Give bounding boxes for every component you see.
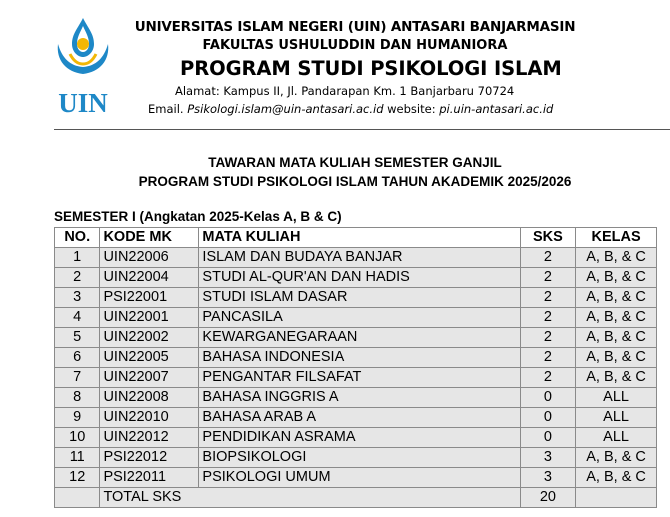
semester-heading: SEMESTER I (Angkatan 2025-Kelas A, B & C): [54, 209, 342, 224]
faculty-name: FAKULTAS USHULUDDIN DAN HUMANIORA: [202, 38, 508, 53]
cell-kelas: A, B, & C: [576, 248, 657, 268]
cell-mata-kuliah: STUDI ISLAM DASAR: [199, 288, 520, 308]
header-no: NO.: [55, 228, 100, 248]
cell-kode-mk: UIN22004: [100, 268, 199, 288]
cell-sks: 3: [520, 468, 576, 488]
logo-emblem-icon: [58, 18, 109, 74]
table-row: [55, 388, 657, 408]
university-name: UNIVERSITAS ISLAM NEGERI (UIN) ANTASARI BANJARMASIN: [134, 19, 576, 35]
cell-kelas: A, B, & C: [576, 468, 657, 488]
header-divider: [54, 129, 670, 130]
table-header-row: [55, 228, 657, 248]
cell-no: 11: [55, 448, 100, 468]
table-row: [55, 268, 657, 288]
total-row: [55, 488, 657, 508]
cell-kode-mk: UIN22008: [100, 388, 199, 408]
header-kelas: KELAS: [576, 228, 657, 248]
cell-sks: 0: [520, 428, 576, 448]
doc-subtitle: PROGRAM STUDI PSIKOLOGI ISLAM TAHUN AKADEMIK 2025/2026: [138, 174, 572, 189]
cell-sks: 3: [520, 448, 576, 468]
cell-kelas: A, B, & C: [576, 268, 657, 288]
total-sks: 20: [520, 488, 576, 508]
table-row: [55, 348, 657, 368]
cell-sks: 2: [520, 368, 576, 388]
cell-mata-kuliah: BAHASA INGGRIS A: [199, 388, 520, 408]
cell-sks: 2: [520, 348, 576, 368]
cell-mata-kuliah: PENGANTAR FILSAFAT: [199, 368, 520, 388]
email-link[interactable]: Psikologi.islam@uin-antasari.ac.id: [187, 102, 384, 116]
total-label: TOTAL SKS: [100, 488, 520, 508]
table-row: [55, 428, 657, 448]
cell-mata-kuliah: PSIKOLOGI UMUM: [199, 468, 520, 488]
website-label: website:: [387, 102, 436, 116]
cell-sks: 0: [520, 408, 576, 428]
cell-kode-mk: PSI22001: [100, 288, 199, 308]
cell-no: 3: [55, 288, 100, 308]
contact-line: [148, 102, 618, 116]
cell-mata-kuliah: PANCASILA: [199, 308, 520, 328]
cell-kode-mk: UIN22010: [100, 408, 199, 428]
cell-sks: 2: [520, 288, 576, 308]
cell-no: 7: [55, 368, 100, 388]
total-no-cell: [55, 488, 100, 508]
cell-kode-mk: UIN22002: [100, 328, 199, 348]
program-name: PROGRAM STUDI PSIKOLOGI ISLAM: [180, 57, 562, 80]
address-line: Alamat: Kampus II, Jl. Pandarapan Km. 1 Banjarbaru 70724: [175, 84, 515, 98]
website-link[interactable]: pi.uin-antasari.ac.id: [439, 102, 554, 116]
uin-logo: [48, 14, 118, 116]
cell-mata-kuliah: STUDI AL-QUR'AN DAN HADIS: [199, 268, 520, 288]
cell-kode-mk: UIN22006: [100, 248, 199, 268]
cell-sks: 2: [520, 268, 576, 288]
cell-no: 4: [55, 308, 100, 328]
cell-kelas: A, B, & C: [576, 288, 657, 308]
cell-no: 8: [55, 388, 100, 408]
cell-sks: 2: [520, 328, 576, 348]
total-kelas-cell: [576, 488, 657, 508]
cell-mata-kuliah: BIOPSIKOLOGI: [199, 448, 520, 468]
table-row: [55, 448, 657, 468]
cell-kelas: A, B, & C: [576, 368, 657, 388]
cell-sks: 2: [520, 308, 576, 328]
cell-kode-mk: UIN22005: [100, 348, 199, 368]
header-kode: KODE MK: [100, 228, 199, 248]
cell-kelas: A, B, & C: [576, 308, 657, 328]
header-mata-kuliah: MATA KULIAH: [199, 228, 520, 248]
cell-mata-kuliah: BAHASA ARAB A: [199, 408, 520, 428]
cell-no: 9: [55, 408, 100, 428]
cell-no: 5: [55, 328, 100, 348]
logo-text: UIN: [58, 88, 108, 116]
cell-kode-mk: UIN22001: [100, 308, 199, 328]
header-sks: SKS: [520, 228, 576, 248]
cell-kelas: ALL: [576, 428, 657, 448]
cell-kelas: ALL: [576, 408, 657, 428]
cell-no: 12: [55, 468, 100, 488]
table-row: [55, 248, 657, 268]
cell-kelas: A, B, & C: [576, 448, 657, 468]
table-row: [55, 368, 657, 388]
cell-no: 10: [55, 428, 100, 448]
cell-mata-kuliah: BAHASA INDONESIA: [199, 348, 520, 368]
cell-mata-kuliah: ISLAM DAN BUDAYA BANJAR: [199, 248, 520, 268]
email-label: Email.: [148, 102, 184, 116]
cell-no: 1: [55, 248, 100, 268]
cell-kode-mk: UIN22007: [100, 368, 199, 388]
cell-kelas: A, B, & C: [576, 348, 657, 368]
cell-kelas: A, B, & C: [576, 328, 657, 348]
cell-sks: 2: [520, 248, 576, 268]
table-row: [55, 308, 657, 328]
table-row: [55, 288, 657, 308]
cell-no: 6: [55, 348, 100, 368]
course-table: [54, 227, 657, 508]
table-row: [55, 328, 657, 348]
cell-mata-kuliah: KEWARGANEGARAAN: [199, 328, 520, 348]
cell-kelas: ALL: [576, 388, 657, 408]
cell-sks: 0: [520, 388, 576, 408]
cell-mata-kuliah: PENDIDIKAN ASRAMA: [199, 428, 520, 448]
table-row: [55, 468, 657, 488]
table-row: [55, 408, 657, 428]
cell-kode-mk: PSI22012: [100, 448, 199, 468]
doc-title: TAWARAN MATA KULIAH SEMESTER GANJIL: [208, 155, 502, 170]
cell-kode-mk: PSI22011: [100, 468, 199, 488]
cell-kode-mk: UIN22012: [100, 428, 199, 448]
cell-no: 2: [55, 268, 100, 288]
